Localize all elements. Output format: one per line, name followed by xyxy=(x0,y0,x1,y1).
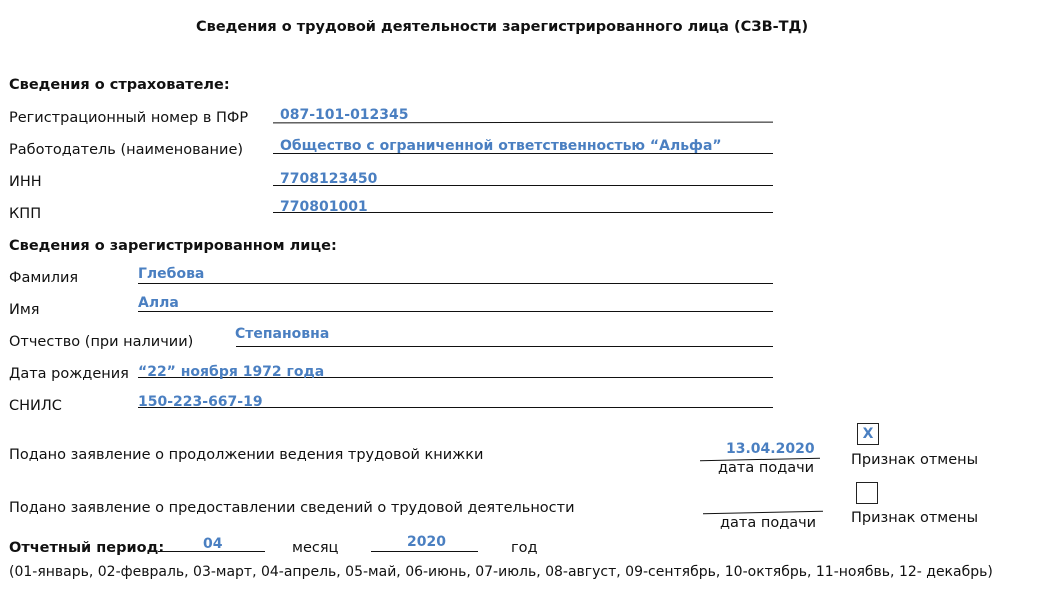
reg-number-label: Регистрационный номер в ПФР xyxy=(9,110,249,126)
statement2-label: Подано заявление о предоставлении сведений о трудовой деятельности xyxy=(9,500,575,516)
period-label: Отчетный период: xyxy=(9,540,165,556)
employer-value[interactable]: Общество с ограниченной ответственностью “Альфа” xyxy=(280,138,722,154)
patronymic-label: Отчество (при наличии) xyxy=(9,334,194,350)
month-value[interactable]: 04 xyxy=(203,536,223,552)
snils-value[interactable]: 150-223-667-19 xyxy=(138,394,263,410)
birth-date-label: Дата рождения xyxy=(9,366,129,382)
kpp-label: КПП xyxy=(9,206,42,222)
reg-number-value[interactable]: 087-101-012345 xyxy=(280,107,409,123)
kpp-value[interactable]: 770801001 xyxy=(280,199,368,215)
month-legend: (01-январь, 02-февраль, 03-март, 04-апрель, 05-май, 06-июнь, 07-июль, 08-август, 09-сентябрь, 10-октябрь, 11-ноябвь, 12- декабрь) xyxy=(9,564,993,580)
patronymic-value[interactable]: Степановна xyxy=(235,326,330,342)
person-heading: Сведения о зарегистрированном лице: xyxy=(9,238,337,254)
statement1-date-value[interactable]: 13.04.2020 xyxy=(726,441,815,457)
form-title: Сведения о трудовой деятельности зарегистрированного лица (СЗВ-ТД) xyxy=(196,19,809,35)
birth-date-value[interactable]: “22” ноября 1972 года xyxy=(138,364,325,380)
name-label: Имя xyxy=(9,302,40,318)
insurer-heading: Сведения о страхователе: xyxy=(9,77,230,93)
year-line xyxy=(371,551,478,552)
year-value[interactable]: 2020 xyxy=(407,534,446,550)
statement2-cancel-label: Признак отмены xyxy=(851,510,979,526)
statement1-date-caption: дата подачи xyxy=(718,460,815,476)
name-value[interactable]: Алла xyxy=(138,295,179,311)
statement1-cancel-checkbox[interactable]: X xyxy=(857,423,879,445)
inn-label: ИНН xyxy=(9,174,42,190)
statement1-label: Подано заявление о продолжении ведения трудовой книжки xyxy=(9,447,484,463)
statement2-cancel-checkbox[interactable] xyxy=(856,482,878,504)
snils-label: СНИЛС xyxy=(9,398,62,414)
employer-label: Работодатель (наименование) xyxy=(9,142,244,158)
inn-value[interactable]: 7708123450 xyxy=(280,171,378,187)
name-line xyxy=(138,311,773,312)
patronymic-line xyxy=(236,346,773,347)
statement2-date-caption: дата подачи xyxy=(720,515,817,531)
statement1-cancel-label: Признак отмены xyxy=(851,452,979,468)
year-label: год xyxy=(511,540,538,556)
month-label: месяц xyxy=(292,540,339,556)
surname-line xyxy=(138,283,773,284)
surname-label: Фамилия xyxy=(9,270,79,286)
surname-value[interactable]: Глебова xyxy=(138,266,205,282)
